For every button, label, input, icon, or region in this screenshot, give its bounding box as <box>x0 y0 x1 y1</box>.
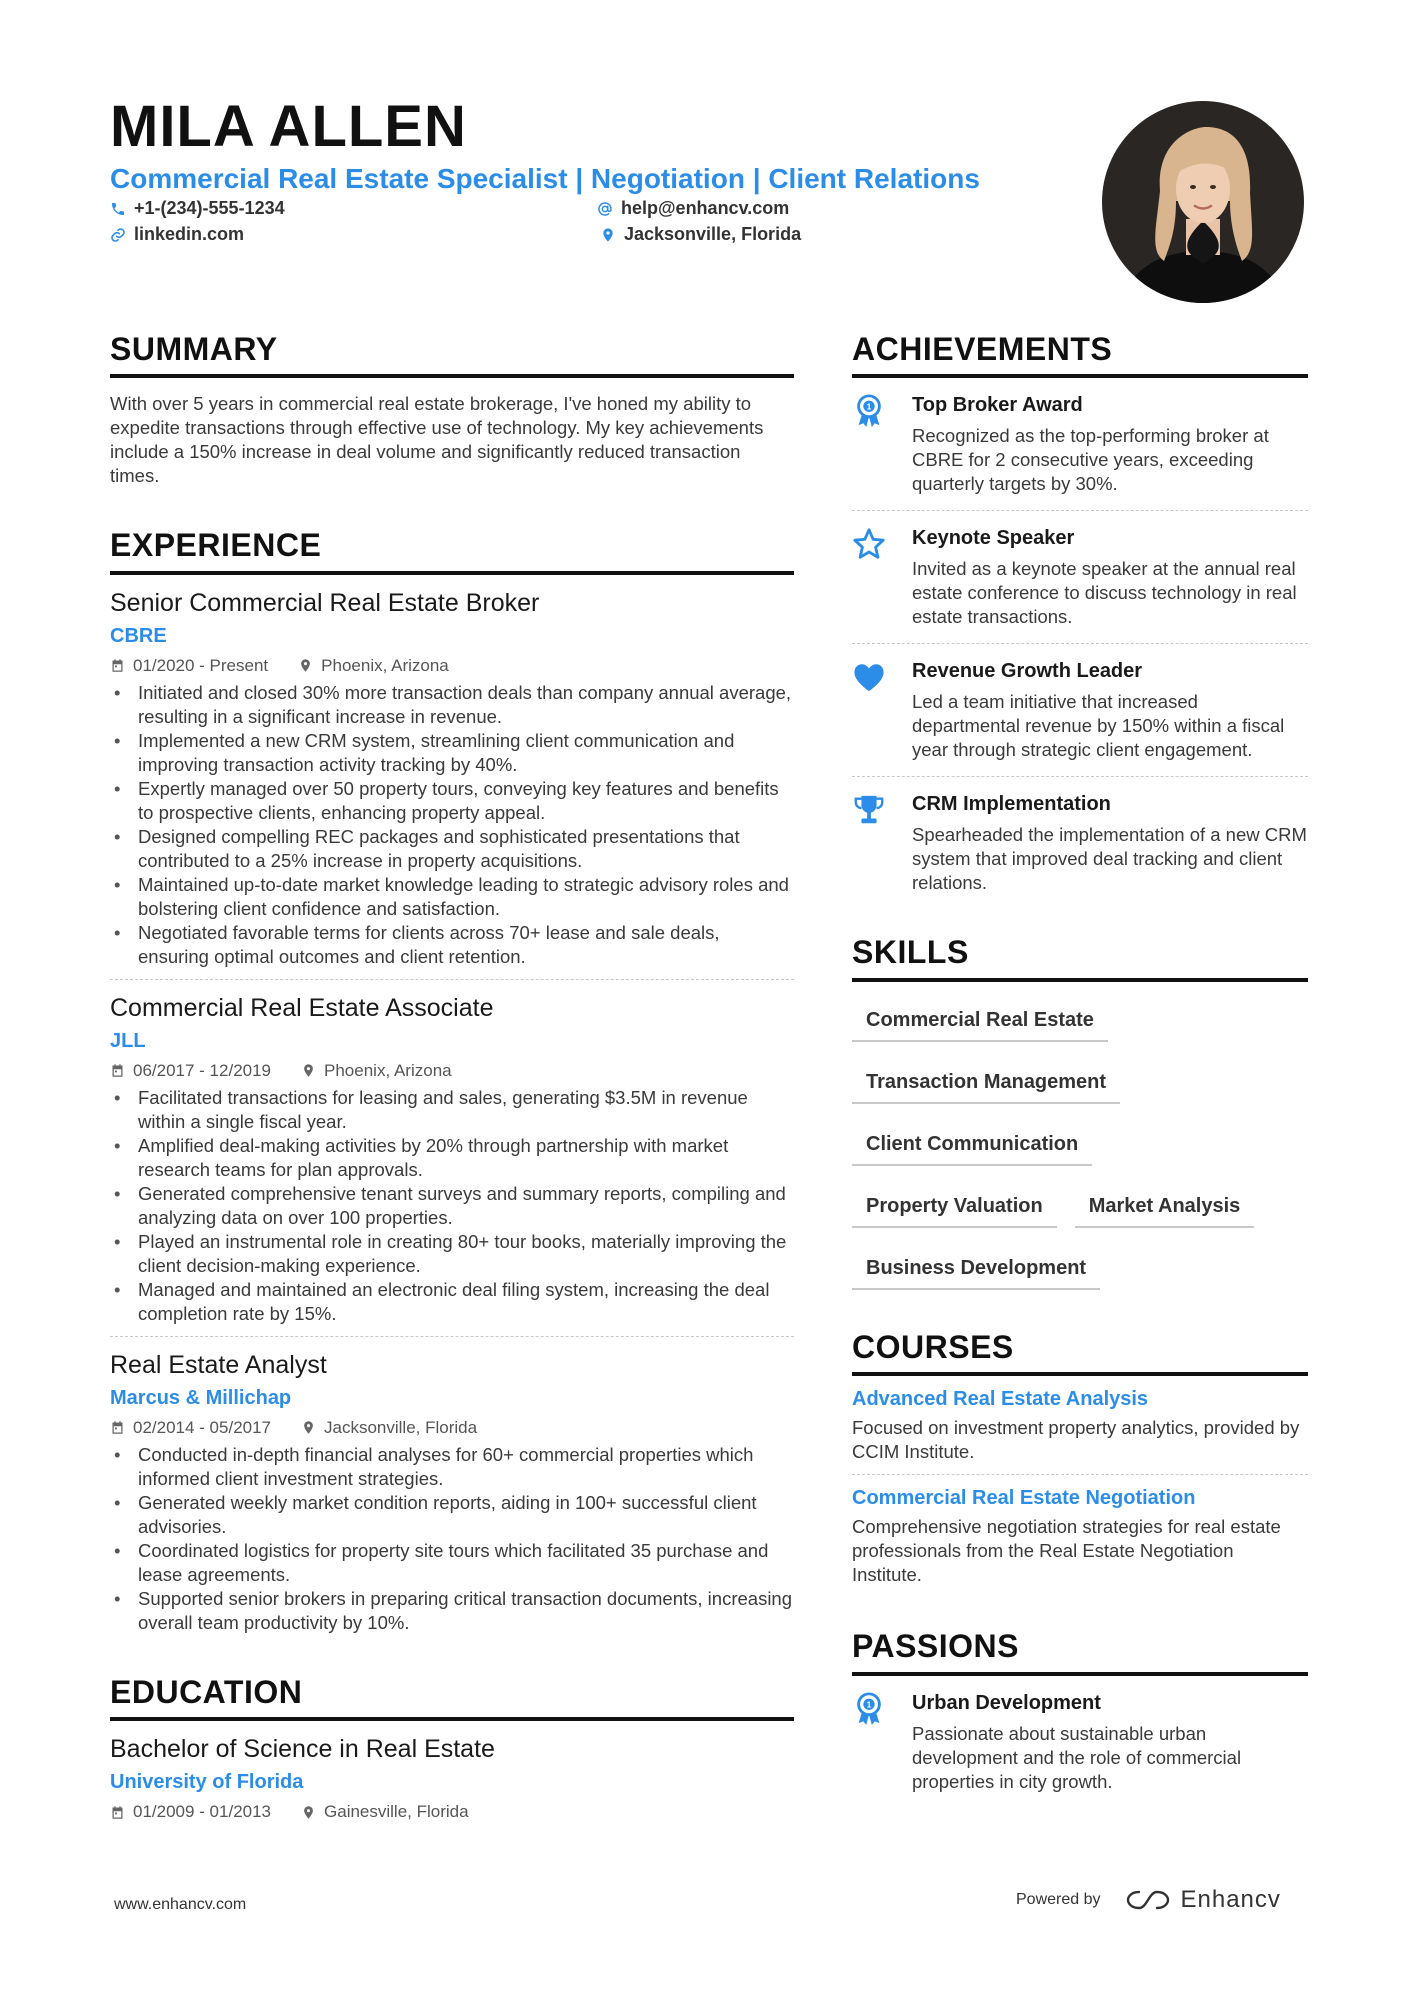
right-column <box>852 330 1308 1808</box>
achievements-section <box>852 330 1308 909</box>
education-heading: EDUCATION <box>110 1673 794 1721</box>
summary-section <box>110 330 794 488</box>
job-meta <box>110 1060 794 1082</box>
bullet: • Coordinated logistics for property site tours which facilitated 35 purchase and lease agreements. <box>110 1539 794 1587</box>
course-desc: Focused on investment property analytics, provided by CCIM Institute. <box>852 1417 1300 1463</box>
bullet: • Conducted in-depth financial analyses for 60+ commercial properties which informed client investment strategies. <box>110 1443 794 1491</box>
skill-tag: Commercial Real Estate <box>852 998 1108 1042</box>
bullet: • Designed compelling REC packages and sophisticated presentations that contributed to a 25% increase in property acquisitions. <box>110 825 794 873</box>
job-location-text: Phoenix, Arizona <box>321 655 449 675</box>
courses-section <box>852 1328 1308 1597</box>
achievements-heading: ACHIEVEMENTS <box>852 330 1308 378</box>
education-location-text: Gainesville, Florida <box>324 1802 469 1822</box>
location-pin-icon <box>301 1063 316 1078</box>
at-sign-icon <box>597 201 613 217</box>
location-pin-icon <box>301 1420 316 1435</box>
bullet: • Initiated and closed 30% more transaction deals than company annual average, resulting in a significant increase in revenue. <box>110 681 794 729</box>
passions-section <box>852 1627 1308 1807</box>
bullet: • Negotiated favorable terms for clients across 70+ lease and sale deals, ensuring optimal outcomes and client retention. <box>110 921 794 969</box>
phone-icon <box>110 201 126 217</box>
education-section <box>110 1673 794 1823</box>
passions-heading: PASSIONS <box>852 1627 1308 1675</box>
job-dates-text: 02/2014 - 05/2017 <box>133 1417 272 1437</box>
bullet: • Facilitated transactions for leasing and sales, generating $3.5M in revenue within a single fiscal year. <box>110 1086 794 1134</box>
linkedin-text[interactable]: linkedin.com <box>134 224 245 244</box>
bullet: • Generated weekly market condition reports, aiding in 100+ successful client advisories. <box>110 1491 794 1539</box>
summary-text: With over 5 years in commercial real estate brokerage, I've honed my ability to expedite transactions through effective use of technology. My key achievements include a 150% increase in deal volume and significantly reduced transaction times. <box>110 393 764 487</box>
calendar-icon <box>110 658 125 673</box>
calendar-icon <box>110 1420 125 1435</box>
email-text[interactable]: help@enhancv.com <box>621 198 790 218</box>
contact-email[interactable] <box>597 198 789 219</box>
achievement-desc: Spearheaded the implementation of a new CRM system that improved deal tracking and client relations. <box>912 824 1307 894</box>
job-bullets <box>110 1086 794 1326</box>
job-meta <box>110 1417 794 1439</box>
candidate-name: MILA ALLEN <box>110 94 467 159</box>
job-location <box>301 1417 477 1439</box>
company-name: JLL <box>110 1029 146 1052</box>
bullet: • Played an instrumental role in creating 80+ tour books, materially improving the client decision-making experience. <box>110 1230 794 1278</box>
svg-text:1: 1 <box>866 401 872 412</box>
heart-icon <box>852 660 886 694</box>
job-title: Commercial Real Estate Associate <box>110 993 494 1022</box>
powered-by-label: Powered by <box>1016 1891 1101 1908</box>
job-dates-text: 01/2020 - Present <box>133 655 269 675</box>
company-name: Marcus & Millichap <box>110 1386 292 1409</box>
award-ribbon-icon <box>852 394 886 428</box>
degree-title: Bachelor of Science in Real Estate <box>110 1735 495 1764</box>
education-meta <box>110 1801 794 1823</box>
brand-name: Enhancv <box>1180 1886 1281 1913</box>
job-title: Real Estate Analyst <box>110 1350 327 1379</box>
achievement-desc: Recognized as the top-performing broker at CBRE for 2 consecutive years, exceeding quarterly targets by 30%. <box>912 425 1269 495</box>
job-bullets <box>110 681 794 969</box>
phone-text: +1-(234)-555-1234 <box>134 198 285 218</box>
school-name: University of Florida <box>110 1771 304 1794</box>
contact-linkedin[interactable] <box>110 224 244 245</box>
contact-phone <box>110 198 285 219</box>
bullet: • Expertly managed over 50 property tours, conveying key features and benefits to prospective clients, enhancing property appeal. <box>110 777 794 825</box>
skill-tag: Business Development <box>852 1246 1100 1290</box>
bullet: • Managed and maintained an electronic deal filing system, increasing the deal completion rate by 15%. <box>110 1278 794 1326</box>
footer-branding <box>1016 1886 1281 1914</box>
bullet: • Implemented a new CRM system, streamlining client communication and improving transaction activity tracking by 40%. <box>110 729 794 777</box>
achievement-title: Top Broker Award <box>912 394 1083 417</box>
svg-text:1: 1 <box>866 1699 872 1710</box>
passion-desc: Passionate about sustainable urban development and the role of commercial properties in city growth. <box>912 1722 1242 1792</box>
footer-website[interactable]: www.enhancv.com <box>114 1896 247 1913</box>
calendar-icon <box>110 1063 125 1078</box>
location-pin-icon <box>298 658 313 673</box>
education-dates-text: 01/2009 - 01/2013 <box>133 1802 272 1822</box>
skill-tag: Client Communication <box>852 1122 1092 1166</box>
course-desc: Comprehensive negotiation strategies for real estate professionals from the Real Estate Negotiation Institute. <box>852 1516 1281 1586</box>
job-location <box>301 1060 452 1082</box>
education-entry <box>110 1721 794 1823</box>
skills-heading: SKILLS <box>852 933 1308 981</box>
trophy-icon <box>852 793 886 827</box>
skill-tag: Market Analysis <box>1075 1184 1255 1228</box>
job-entry <box>110 575 794 969</box>
job-dates <box>110 1417 271 1439</box>
job-bullets <box>110 1443 794 1635</box>
contact-location <box>600 224 801 245</box>
star-icon <box>852 527 886 561</box>
experience-heading: EXPERIENCE <box>110 526 794 574</box>
job-title: Senior Commercial Real Estate Broker <box>110 588 540 617</box>
skills-section <box>852 933 1308 1301</box>
bullet: • Supported senior brokers in preparing critical transaction documents, increasing overall team productivity by 10%. <box>110 1587 794 1635</box>
experience-section <box>110 526 794 1634</box>
achievement-item <box>852 378 1308 511</box>
course-title: Commercial Real Estate Negotiation <box>852 1487 1196 1510</box>
link-icon <box>110 227 126 243</box>
job-location <box>298 655 449 677</box>
passion-title: Urban Development <box>912 1691 1101 1714</box>
courses-heading: COURSES <box>852 1328 1308 1376</box>
skill-tag: Property Valuation <box>852 1184 1057 1228</box>
course-item <box>852 1376 1308 1474</box>
summary-heading: SUMMARY <box>110 330 794 378</box>
course-item <box>852 1474 1308 1597</box>
job-dates-text: 06/2017 - 12/2019 <box>133 1060 272 1080</box>
enhancv-logo[interactable] <box>1125 1886 1281 1914</box>
candidate-title: Commercial Real Estate Specialist | Negotiation | Client Relations <box>110 163 980 194</box>
bullet: • Amplified deal-making activities by 20% through partnership with market research teams for plan approvals. <box>110 1134 794 1182</box>
location-pin-icon <box>301 1805 316 1820</box>
profile-photo <box>1102 101 1304 303</box>
achievement-item <box>852 511 1308 644</box>
skill-tag: Transaction Management <box>852 1060 1120 1104</box>
company-name: CBRE <box>110 624 167 647</box>
achievement-desc: Led a team initiative that increased departmental revenue by 150% within a fiscal year through strategic client engagement. <box>912 691 1285 761</box>
education-location <box>301 1801 469 1823</box>
location-text: Jacksonville, Florida <box>624 224 802 244</box>
job-entry <box>110 979 794 1326</box>
job-location-text: Phoenix, Arizona <box>324 1060 452 1080</box>
enhancv-logo-icon <box>1125 1888 1171 1912</box>
education-dates <box>110 1801 271 1823</box>
passion-item <box>852 1676 1308 1808</box>
portrait-illustration <box>1102 101 1304 303</box>
job-dates <box>110 1060 271 1082</box>
job-entry <box>110 1336 794 1635</box>
job-dates <box>110 655 268 677</box>
course-title: Advanced Real Estate Analysis <box>852 1388 1149 1411</box>
skills-list <box>852 982 1308 1302</box>
left-column <box>110 330 794 1823</box>
job-meta <box>110 655 794 677</box>
achievement-title: Keynote Speaker <box>912 527 1075 550</box>
location-pin-icon <box>600 227 616 243</box>
achievement-item <box>852 644 1308 777</box>
calendar-icon <box>110 1805 125 1820</box>
award-ribbon-icon <box>852 1692 886 1726</box>
bullet: • Maintained up-to-date market knowledge leading to strategic advisory roles and bolstering client confidence and satisfaction. <box>110 873 794 921</box>
job-location-text: Jacksonville, Florida <box>324 1417 478 1437</box>
bullet: • Generated comprehensive tenant surveys and summary reports, compiling and analyzing data on over 100 properties. <box>110 1182 794 1230</box>
achievement-title: CRM Implementation <box>912 793 1111 816</box>
achievement-desc: Invited as a keynote speaker at the annual real estate conference to discuss technology in real estate transactions. <box>912 558 1297 628</box>
achievement-title: Revenue Growth Leader <box>912 660 1143 683</box>
achievement-item <box>852 777 1308 909</box>
